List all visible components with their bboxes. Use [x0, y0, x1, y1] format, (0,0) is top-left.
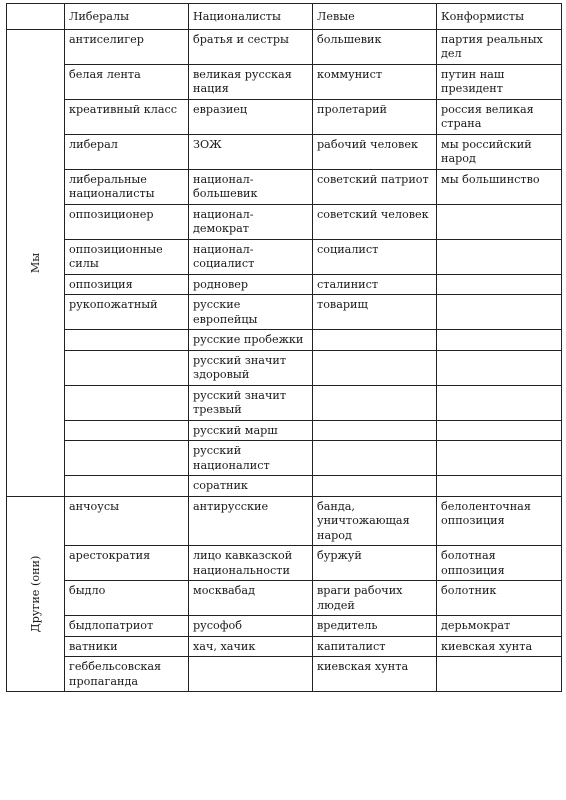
table-cell-conformists [437, 204, 562, 239]
table-body [7, 29, 562, 692]
table-row [7, 441, 562, 476]
table-cell-nationalists: антирусские [189, 496, 313, 546]
table-row [7, 64, 562, 99]
table-cell-leftists: враги рабочих людей [313, 581, 437, 616]
table-cell-conformists: киевская хунта [437, 636, 562, 657]
table-cell-liberals [65, 476, 189, 497]
table-cell-conformists: путин наш президент [437, 64, 562, 99]
table-cell-liberals: быдлопатриот [65, 616, 189, 637]
table-row [7, 546, 562, 581]
table-cell-liberals: оппозиция [65, 274, 189, 295]
table-cell-leftists [313, 441, 437, 476]
table-cell-conformists [437, 385, 562, 420]
table-cell-liberals [65, 420, 189, 441]
table-cell-nationalists: русофоб [189, 616, 313, 637]
table-cell-conformists: болотник [437, 581, 562, 616]
table-cell-liberals: рукопожатный [65, 295, 189, 330]
table-cell-nationalists: соратник [189, 476, 313, 497]
table-cell-leftists: буржуй [313, 546, 437, 581]
group-label: Мы [28, 252, 42, 273]
table-cell-nationalists: национал-социалист [189, 239, 313, 274]
table-cell-liberals [65, 330, 189, 351]
table-cell-leftists: социалист [313, 239, 437, 274]
table-cell-liberals: либеральные националисты [65, 169, 189, 204]
table-cell-liberals: антиселигер [65, 29, 189, 64]
table-row [7, 239, 562, 274]
table-cell-conformists [437, 441, 562, 476]
header-liberals: Либералы [65, 4, 189, 30]
table-cell-nationalists: русские пробежки [189, 330, 313, 351]
terms-table [6, 3, 562, 692]
table-cell-conformists: болотная оппозиция [437, 546, 562, 581]
group-label: Другие (они) [28, 555, 42, 633]
table-cell-liberals: либерал [65, 134, 189, 169]
table-cell-leftists: капиталист [313, 636, 437, 657]
table-row [7, 295, 562, 330]
table-cell-leftists [313, 350, 437, 385]
table-cell-conformists [437, 295, 562, 330]
header-corner [7, 4, 65, 30]
table-cell-nationalists: ЗОЖ [189, 134, 313, 169]
table-cell-conformists: партия реальных дел [437, 29, 562, 64]
table-cell-nationalists: братья и сестры [189, 29, 313, 64]
table-cell-conformists: россия великая страна [437, 99, 562, 134]
table-cell-nationalists: хач, хачик [189, 636, 313, 657]
table-cell-leftists: пролетарий [313, 99, 437, 134]
table-cell-liberals: анчоусы [65, 496, 189, 546]
table-cell-liberals: ватники [65, 636, 189, 657]
table-row [7, 476, 562, 497]
table-cell-nationalists: национал-демократ [189, 204, 313, 239]
table-cell-liberals [65, 385, 189, 420]
table-cell-liberals: оппозиционные силы [65, 239, 189, 274]
group-label-cell [7, 496, 65, 692]
table-cell-leftists [313, 420, 437, 441]
header-row [7, 4, 562, 30]
table-cell-conformists: мы российский народ [437, 134, 562, 169]
table-cell-conformists [437, 330, 562, 351]
table-row [7, 29, 562, 64]
table-cell-nationalists [189, 657, 313, 692]
table-cell-leftists: вредитель [313, 616, 437, 637]
table-cell-conformists: дерьмократ [437, 616, 562, 637]
table-row [7, 385, 562, 420]
table-row [7, 330, 562, 351]
table-cell-conformists: белоленточная оппозиция [437, 496, 562, 546]
table-cell-nationalists: русский националист [189, 441, 313, 476]
table-row [7, 657, 562, 692]
table-cell-leftists: товарищ [313, 295, 437, 330]
table-cell-leftists: коммунист [313, 64, 437, 99]
table-cell-conformists [437, 274, 562, 295]
table-row [7, 496, 562, 546]
table-cell-liberals: быдло [65, 581, 189, 616]
table-cell-nationalists: русский марш [189, 420, 313, 441]
table-cell-conformists [437, 476, 562, 497]
table-row [7, 420, 562, 441]
table-cell-liberals [65, 350, 189, 385]
table-cell-nationalists: русский значит трезвый [189, 385, 313, 420]
table-cell-liberals: арестократия [65, 546, 189, 581]
table-row [7, 134, 562, 169]
header-leftists: Левые [313, 4, 437, 30]
table-cell-liberals: оппозиционер [65, 204, 189, 239]
table-cell-nationalists: лицо кавказской национальности [189, 546, 313, 581]
table-cell-nationalists: великая русская нация [189, 64, 313, 99]
table-cell-leftists [313, 385, 437, 420]
table-cell-leftists: советский патриот [313, 169, 437, 204]
table-cell-conformists [437, 239, 562, 274]
group-label-cell [7, 29, 65, 496]
table-row [7, 99, 562, 134]
table-cell-conformists [437, 350, 562, 385]
table-cell-nationalists: русские европейцы [189, 295, 313, 330]
table-row [7, 581, 562, 616]
table-cell-nationalists: родновер [189, 274, 313, 295]
table-cell-nationalists: евразиец [189, 99, 313, 134]
table-row [7, 616, 562, 637]
header-conformists: Конформисты [437, 4, 562, 30]
table-cell-leftists [313, 476, 437, 497]
table-cell-leftists: большевик [313, 29, 437, 64]
table-cell-liberals: геббельсовская пропаганда [65, 657, 189, 692]
table-row [7, 204, 562, 239]
table-cell-conformists [437, 657, 562, 692]
header-nationalists: Националисты [189, 4, 313, 30]
table-cell-conformists: мы большинство [437, 169, 562, 204]
table-cell-liberals [65, 441, 189, 476]
table-row [7, 350, 562, 385]
table-cell-nationalists: национал-большевик [189, 169, 313, 204]
table-row [7, 636, 562, 657]
table-cell-conformists [437, 420, 562, 441]
table-cell-liberals: креативный класс [65, 99, 189, 134]
table-cell-leftists: советский человек [313, 204, 437, 239]
table-cell-leftists: банда, уничтожающая народ [313, 496, 437, 546]
table-cell-nationalists: москвабад [189, 581, 313, 616]
table-cell-liberals: белая лента [65, 64, 189, 99]
table-cell-leftists: киевская хунта [313, 657, 437, 692]
table-cell-nationalists: русский значит здоровый [189, 350, 313, 385]
table-cell-leftists: рабочий человек [313, 134, 437, 169]
table-row [7, 169, 562, 204]
table-cell-leftists [313, 330, 437, 351]
table-row [7, 274, 562, 295]
table-cell-leftists: сталинист [313, 274, 437, 295]
